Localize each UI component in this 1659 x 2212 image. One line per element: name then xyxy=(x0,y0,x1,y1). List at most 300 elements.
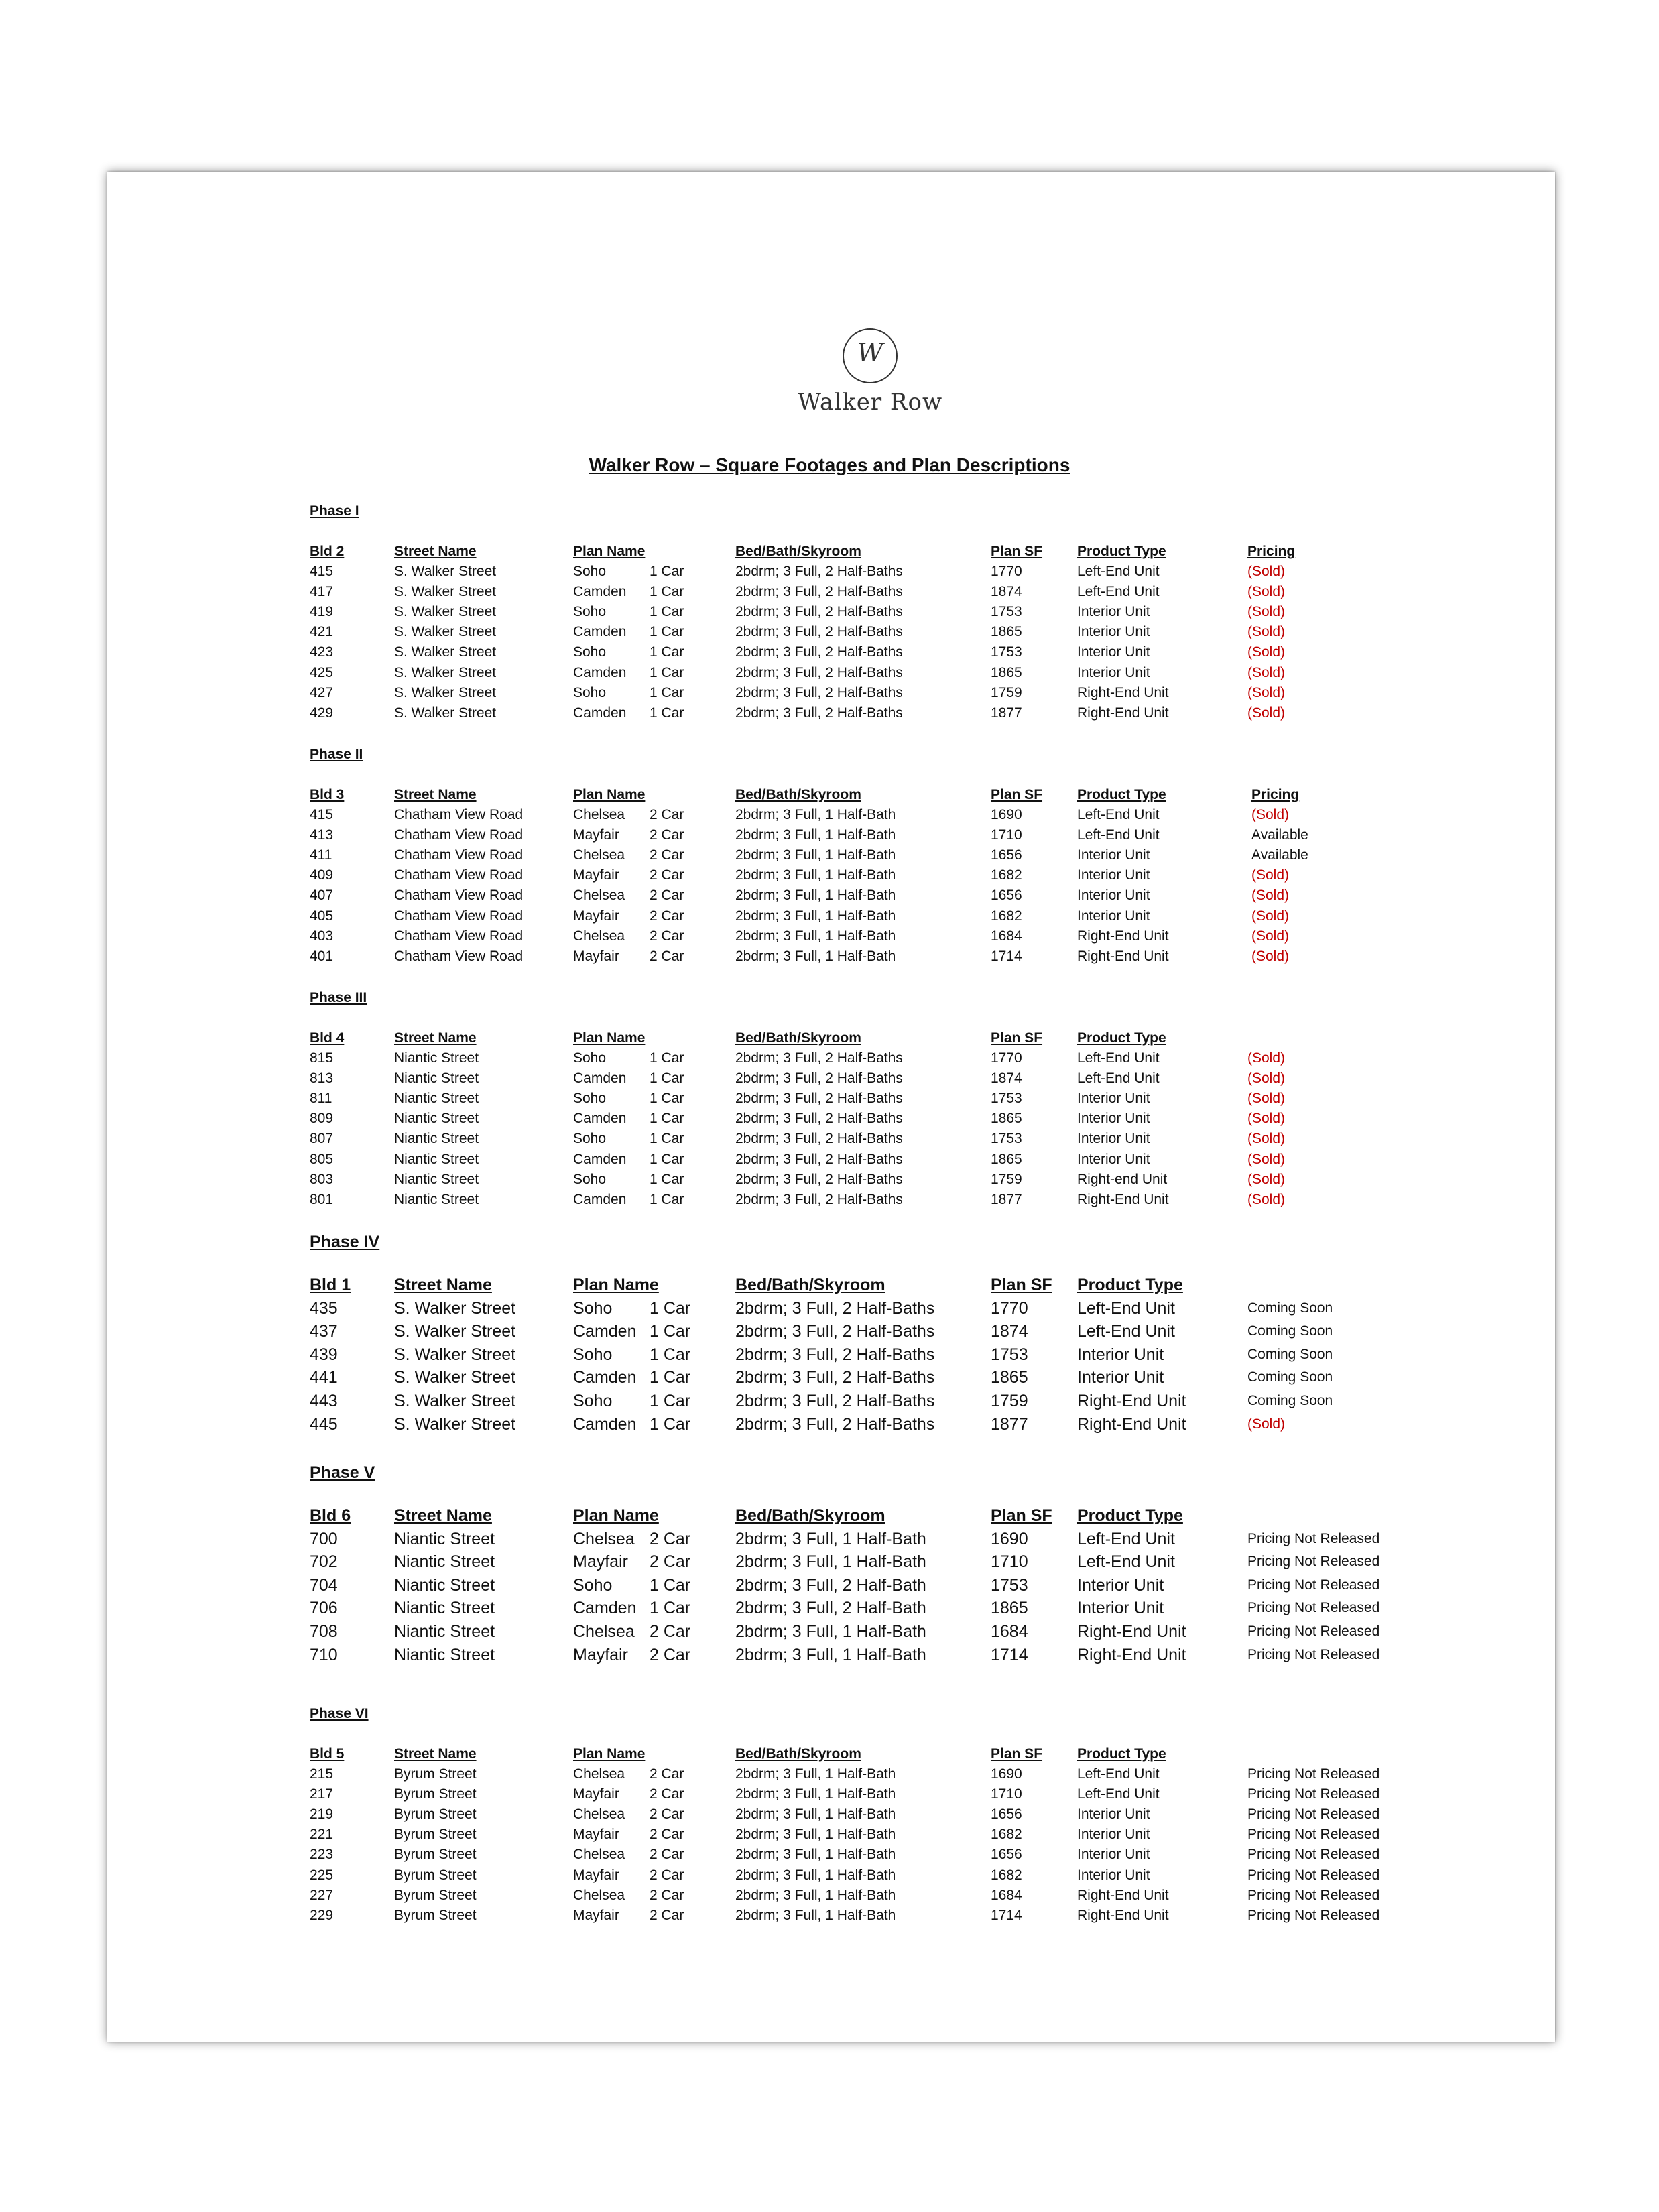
street-name-cell: Byrum Street xyxy=(394,1766,477,1782)
plan-name-cell: Soho xyxy=(573,1091,607,1107)
garage-cell: 1 Car xyxy=(650,704,684,721)
garage-cell: 2 Car xyxy=(650,827,684,843)
table-row xyxy=(310,926,1449,946)
pricing-cell: Pricing Not Released xyxy=(1247,1867,1380,1883)
pricing-cell: Available xyxy=(1251,847,1308,863)
table-row xyxy=(310,582,1449,602)
garage-cell: 1 Car xyxy=(650,1191,684,1207)
plan-sf-cell: 1714 xyxy=(991,948,1022,964)
table-row xyxy=(310,1644,1449,1667)
plan-sf-header: Plan SF xyxy=(991,787,1043,802)
plan-name-cell: Soho xyxy=(573,644,607,660)
plan-name-cell: Chelsea xyxy=(573,1766,625,1782)
plan-name-cell: Soho xyxy=(573,1391,613,1410)
table-row xyxy=(310,1528,1449,1551)
product-type-cell: Interior Unit xyxy=(1077,1091,1150,1107)
bed-bath-cell: 2bdrm; 3 Full, 2 Half-Baths xyxy=(735,584,903,600)
product-type-cell: Interior Unit xyxy=(1077,1111,1150,1127)
building-number-cell: 409 xyxy=(310,867,334,883)
plan-name-cell: Chelsea xyxy=(573,807,625,823)
street-name-header: Street Name xyxy=(394,1276,492,1294)
phase-section xyxy=(310,988,1449,1210)
plan-sf-cell: 1759 xyxy=(991,684,1022,700)
table-row xyxy=(310,1048,1449,1068)
building-number-cell: 413 xyxy=(310,827,334,843)
bed-bath-cell: 2bdrm; 3 Full, 2 Half-Baths xyxy=(735,704,903,721)
product-type-cell: Left-End Unit xyxy=(1077,584,1160,600)
phase-label: Phase V xyxy=(310,1463,375,1482)
plan-name-cell: Camden xyxy=(573,664,627,680)
pricing-cell: Pricing Not Released xyxy=(1247,1646,1380,1662)
plan-name-cell: Soho xyxy=(573,1131,607,1147)
street-name-cell: S. Walker Street xyxy=(394,584,497,600)
street-name-cell: Chatham View Road xyxy=(394,908,524,924)
table-row xyxy=(310,946,1449,967)
garage-cell: 1 Car xyxy=(650,604,684,620)
building-number-cell: 439 xyxy=(310,1345,338,1364)
bed-bath-cell: 2bdrm; 3 Full, 2 Half-Baths xyxy=(735,564,903,580)
street-name-cell: Niantic Street xyxy=(394,1575,495,1595)
bed-bath-cell: 2bdrm; 3 Full, 2 Half-Baths xyxy=(735,1091,903,1107)
street-name-cell: Niantic Street xyxy=(394,1645,495,1664)
product-type-cell: Interior Unit xyxy=(1077,1131,1150,1147)
pricing-cell: Pricing Not Released xyxy=(1247,1766,1380,1782)
street-name-cell: S. Walker Street xyxy=(394,1322,516,1341)
pricing-cell: (Sold) xyxy=(1247,1151,1286,1167)
plan-sf-cell: 1656 xyxy=(991,1806,1022,1823)
bed-bath-header: Bed/Bath/Skyroom xyxy=(735,1506,885,1525)
table-row xyxy=(310,1390,1449,1413)
plan-name-cell: Mayfair xyxy=(573,1907,619,1923)
street-name-cell: S. Walker Street xyxy=(394,1368,516,1388)
building-number-cell: 813 xyxy=(310,1070,334,1087)
garage-cell: 2 Car xyxy=(650,807,684,823)
plan-name-cell: Chelsea xyxy=(573,887,625,904)
garage-cell: 1 Car xyxy=(650,1171,684,1187)
pricing-cell: Pricing Not Released xyxy=(1247,1600,1380,1616)
bed-bath-cell: 2bdrm; 3 Full, 2 Half-Baths xyxy=(735,1191,903,1207)
plan-name-cell: Camden xyxy=(573,1322,637,1341)
plan-name-cell: Chelsea xyxy=(573,1529,635,1548)
street-name-cell: Niantic Street xyxy=(394,1599,495,1618)
pricing-cell: (Sold) xyxy=(1251,887,1290,904)
street-name-cell: Niantic Street xyxy=(394,1529,495,1548)
table-row xyxy=(310,825,1449,845)
plan-sf-cell: 1877 xyxy=(991,1191,1022,1207)
product-type-header: Product Type xyxy=(1077,544,1166,559)
building-number-cell: 700 xyxy=(310,1529,338,1548)
street-name-cell: S. Walker Street xyxy=(394,704,497,721)
bed-bath-cell: 2bdrm; 3 Full, 2 Half-Baths xyxy=(735,1298,935,1318)
bed-bath-cell: 2bdrm; 3 Full, 1 Half-Bath xyxy=(735,1645,926,1664)
building-number-cell: 435 xyxy=(310,1298,338,1318)
product-type-cell: Left-End Unit xyxy=(1077,1766,1160,1782)
product-type-cell: Interior Unit xyxy=(1077,1575,1164,1595)
bed-bath-cell: 2bdrm; 3 Full, 2 Half-Baths xyxy=(735,604,903,620)
table-row xyxy=(310,1886,1449,1906)
product-type-header: Product Type xyxy=(1077,1030,1166,1046)
bed-bath-cell: 2bdrm; 3 Full, 1 Half-Bath xyxy=(735,887,896,904)
street-name-cell: Byrum Street xyxy=(394,1786,477,1802)
building-number-header: Bld 4 xyxy=(310,1030,345,1046)
product-type-cell: Left-End Unit xyxy=(1077,1322,1175,1341)
plan-name-header: Plan Name xyxy=(573,1506,659,1525)
product-type-cell: Interior Unit xyxy=(1077,1867,1150,1883)
bed-bath-header: Bed/Bath/Skyroom xyxy=(735,1276,885,1294)
street-name-cell: S. Walker Street xyxy=(394,684,497,700)
street-name-cell: Niantic Street xyxy=(394,1171,479,1187)
street-name-cell: S. Walker Street xyxy=(394,564,497,580)
garage-cell: 1 Car xyxy=(650,1050,684,1066)
bed-bath-cell: 2bdrm; 3 Full, 1 Half-Bath xyxy=(735,807,896,823)
building-number-cell: 229 xyxy=(310,1907,334,1923)
plan-sf-cell: 1684 xyxy=(991,928,1022,944)
pricing-cell: Coming Soon xyxy=(1247,1300,1333,1316)
bed-bath-cell: 2bdrm; 3 Full, 2 Half-Bath xyxy=(735,1599,926,1618)
table-header-row xyxy=(310,1744,1449,1764)
street-name-header: Street Name xyxy=(394,1506,492,1525)
product-type-cell: Left-End Unit xyxy=(1077,827,1160,843)
bed-bath-cell: 2bdrm; 3 Full, 1 Half-Bath xyxy=(735,1786,896,1802)
plan-name-cell: Camden xyxy=(573,704,627,721)
building-number-cell: 811 xyxy=(310,1091,332,1107)
plan-name-cell: Soho xyxy=(573,564,607,580)
pricing-cell: Pricing Not Released xyxy=(1247,1554,1380,1570)
product-type-cell: Left-End Unit xyxy=(1077,1529,1175,1548)
plan-name-cell: Camden xyxy=(573,1191,627,1207)
table-row xyxy=(310,602,1449,622)
plan-sf-cell: 1682 xyxy=(991,1867,1022,1883)
phase-label: Phase I xyxy=(310,503,359,519)
building-number-cell: 215 xyxy=(310,1766,334,1782)
garage-cell: 2 Car xyxy=(650,1645,691,1664)
street-name-header: Street Name xyxy=(394,1030,477,1046)
garage-cell: 1 Car xyxy=(650,624,684,640)
street-name-cell: Niantic Street xyxy=(394,1151,479,1167)
plan-name-cell: Chelsea xyxy=(573,1621,635,1641)
product-type-cell: Right-End Unit xyxy=(1077,684,1169,700)
table-row xyxy=(310,663,1449,683)
plan-sf-cell: 1874 xyxy=(991,1070,1022,1087)
bed-bath-cell: 2bdrm; 3 Full, 2 Half-Baths xyxy=(735,1322,935,1341)
bed-bath-cell: 2bdrm; 3 Full, 2 Half-Baths xyxy=(735,1345,935,1364)
pricing-cell: Coming Soon xyxy=(1247,1323,1333,1339)
building-number-cell: 219 xyxy=(310,1806,334,1823)
bed-bath-cell: 2bdrm; 3 Full, 1 Half-Bath xyxy=(735,1887,896,1903)
plan-name-cell: Mayfair xyxy=(573,1786,619,1802)
garage-cell: 1 Car xyxy=(650,1322,691,1341)
bed-bath-cell: 2bdrm; 3 Full, 1 Half-Bath xyxy=(735,928,896,944)
pricing-cell: (Sold) xyxy=(1247,564,1286,580)
street-name-cell: Niantic Street xyxy=(394,1111,479,1127)
bed-bath-cell: 2bdrm; 3 Full, 2 Half-Baths xyxy=(735,1111,903,1127)
street-name-cell: Chatham View Road xyxy=(394,948,524,964)
bed-bath-cell: 2bdrm; 3 Full, 1 Half-Bath xyxy=(735,1552,926,1572)
plan-sf-cell: 1759 xyxy=(991,1391,1028,1410)
building-number-cell: 419 xyxy=(310,604,334,620)
pricing-cell: Pricing Not Released xyxy=(1247,1577,1380,1593)
plan-name-header: Plan Name xyxy=(573,787,646,802)
product-type-cell: Interior Unit xyxy=(1077,1599,1164,1618)
bed-bath-cell: 2bdrm; 3 Full, 1 Half-Bath xyxy=(735,1621,926,1641)
bed-bath-cell: 2bdrm; 3 Full, 2 Half-Baths xyxy=(735,1050,903,1066)
table-row xyxy=(310,1550,1449,1574)
garage-cell: 1 Car xyxy=(650,1368,691,1388)
garage-cell: 2 Car xyxy=(650,867,684,883)
building-number-cell: 429 xyxy=(310,704,334,721)
garage-cell: 1 Car xyxy=(650,584,684,600)
building-number-cell: 415 xyxy=(310,564,334,580)
brand-name: Walker Row xyxy=(797,389,943,416)
building-number-cell: 805 xyxy=(310,1151,334,1167)
street-name-cell: S. Walker Street xyxy=(394,664,497,680)
phase-section xyxy=(310,1231,1449,1436)
pricing-cell: (Sold) xyxy=(1247,1191,1286,1207)
bed-bath-cell: 2bdrm; 3 Full, 1 Half-Bath xyxy=(735,867,896,883)
building-number-cell: 710 xyxy=(310,1645,338,1664)
street-name-cell: S. Walker Street xyxy=(394,604,497,620)
pricing-cell: (Sold) xyxy=(1251,807,1290,823)
plan-sf-cell: 1753 xyxy=(991,604,1022,620)
phase-label: Phase III xyxy=(310,990,367,1005)
table-row xyxy=(310,1784,1449,1804)
bed-bath-cell: 2bdrm; 3 Full, 1 Half-Bath xyxy=(735,1827,896,1843)
table-row xyxy=(310,805,1449,825)
bed-bath-cell: 2bdrm; 3 Full, 2 Half-Baths xyxy=(735,1414,935,1434)
garage-cell: 2 Car xyxy=(650,908,684,924)
plan-sf-cell: 1753 xyxy=(991,1131,1022,1147)
street-name-cell: Niantic Street xyxy=(394,1070,479,1087)
phase-section xyxy=(310,501,1449,723)
plan-sf-cell: 1770 xyxy=(991,564,1022,580)
pricing-cell: (Sold) xyxy=(1247,684,1286,700)
plan-name-cell: Mayfair xyxy=(573,1645,628,1664)
garage-cell: 1 Car xyxy=(650,1131,684,1147)
building-number-header: Bld 2 xyxy=(310,544,345,559)
plan-name-header: Plan Name xyxy=(573,544,646,559)
product-type-cell: Right-End Unit xyxy=(1077,1645,1186,1664)
plan-sf-header: Plan SF xyxy=(991,1506,1052,1525)
street-name-cell: Byrum Street xyxy=(394,1827,477,1843)
product-type-cell: Right-End Unit xyxy=(1077,1414,1186,1434)
monogram-icon: W xyxy=(843,328,898,383)
plan-name-cell: Soho xyxy=(573,1575,613,1595)
pricing-cell: (Sold) xyxy=(1247,584,1286,600)
product-type-cell: Left-End Unit xyxy=(1077,1050,1160,1066)
building-number-cell: 427 xyxy=(310,684,334,700)
garage-cell: 1 Car xyxy=(650,1391,691,1410)
product-type-cell: Left-End Unit xyxy=(1077,1070,1160,1087)
plan-name-cell: Mayfair xyxy=(573,1552,628,1572)
pricing-cell: Pricing Not Released xyxy=(1247,1786,1380,1802)
table-row xyxy=(310,1620,1449,1644)
pricing-cell: (Sold) xyxy=(1251,867,1290,883)
building-number-cell: 401 xyxy=(310,948,334,964)
street-name-cell: Byrum Street xyxy=(394,1907,477,1923)
product-type-cell: Interior Unit xyxy=(1077,1345,1164,1364)
pricing-cell: (Sold) xyxy=(1247,1171,1286,1187)
pricing-cell: Coming Soon xyxy=(1247,1346,1333,1362)
product-type-cell: Right-End Unit xyxy=(1077,1191,1169,1207)
plan-sf-cell: 1865 xyxy=(991,1599,1028,1618)
plan-name-cell: Mayfair xyxy=(573,827,619,843)
plan-name-cell: Chelsea xyxy=(573,1887,625,1903)
plan-sf-cell: 1753 xyxy=(991,1345,1028,1364)
table-row xyxy=(310,703,1449,723)
table-row xyxy=(310,1297,1449,1320)
pricing-cell: (Sold) xyxy=(1247,604,1286,620)
street-name-cell: S. Walker Street xyxy=(394,624,497,640)
garage-cell: 2 Car xyxy=(650,1552,691,1572)
phase-section xyxy=(310,745,1449,967)
street-name-cell: S. Walker Street xyxy=(394,1298,516,1318)
garage-cell: 1 Car xyxy=(650,1599,691,1618)
building-number-header: Bld 3 xyxy=(310,787,345,802)
building-number-cell: 702 xyxy=(310,1552,338,1572)
pricing-cell: (Sold) xyxy=(1251,948,1290,964)
plan-sf-cell: 1656 xyxy=(991,847,1022,863)
garage-cell: 1 Car xyxy=(650,1151,684,1167)
plan-name-cell: Soho xyxy=(573,1345,613,1364)
bed-bath-cell: 2bdrm; 3 Full, 1 Half-Bath xyxy=(735,1766,896,1782)
product-type-cell: Right-End Unit xyxy=(1077,948,1169,964)
phase-label: Phase II xyxy=(310,747,363,762)
garage-cell: 1 Car xyxy=(650,1298,691,1318)
product-type-header: Product Type xyxy=(1077,1746,1166,1762)
bed-bath-cell: 2bdrm; 3 Full, 2 Half-Bath xyxy=(735,1575,926,1595)
building-number-cell: 809 xyxy=(310,1111,334,1127)
street-name-cell: S. Walker Street xyxy=(394,1345,516,1364)
product-type-cell: Right-end Unit xyxy=(1077,1171,1168,1187)
pricing-cell: (Sold) xyxy=(1251,928,1290,944)
building-number-cell: 405 xyxy=(310,908,334,924)
product-type-cell: Interior Unit xyxy=(1077,1806,1150,1823)
street-name-cell: Chatham View Road xyxy=(394,867,524,883)
building-number-cell: 411 xyxy=(310,847,332,863)
pricing-cell: (Sold) xyxy=(1247,624,1286,640)
street-name-cell: Byrum Street xyxy=(394,1806,477,1823)
garage-cell: 2 Car xyxy=(650,1806,684,1823)
street-name-header: Street Name xyxy=(394,1746,477,1762)
garage-cell: 2 Car xyxy=(650,1847,684,1863)
building-number-cell: 225 xyxy=(310,1867,334,1883)
product-type-cell: Interior Unit xyxy=(1077,908,1150,924)
bed-bath-cell: 2bdrm; 3 Full, 2 Half-Baths xyxy=(735,1131,903,1147)
garage-cell: 2 Car xyxy=(650,1786,684,1802)
street-name-cell: Niantic Street xyxy=(394,1552,495,1572)
garage-cell: 1 Car xyxy=(650,664,684,680)
bed-bath-cell: 2bdrm; 3 Full, 1 Half-Bath xyxy=(735,1529,926,1548)
plan-name-cell: Mayfair xyxy=(573,1867,619,1883)
pricing-cell: (Sold) xyxy=(1247,704,1286,721)
plan-name-header: Plan Name xyxy=(573,1276,659,1294)
garage-cell: 1 Car xyxy=(650,1414,691,1434)
bed-bath-cell: 2bdrm; 3 Full, 1 Half-Bath xyxy=(735,1806,896,1823)
product-type-cell: Interior Unit xyxy=(1077,604,1150,620)
street-name-cell: Niantic Street xyxy=(394,1131,479,1147)
plan-name-cell: Soho xyxy=(573,1050,607,1066)
plan-sf-header: Plan SF xyxy=(991,1746,1043,1762)
plan-name-cell: Soho xyxy=(573,684,607,700)
plan-sf-header: Plan SF xyxy=(991,1030,1043,1046)
pricing-cell: (Sold) xyxy=(1251,908,1290,924)
product-type-cell: Interior Unit xyxy=(1077,624,1150,640)
pricing-header: Pricing xyxy=(1247,544,1296,559)
plan-name-cell: Mayfair xyxy=(573,948,619,964)
pricing-cell: (Sold) xyxy=(1247,644,1286,660)
plan-sf-cell: 1710 xyxy=(991,1552,1028,1572)
building-number-cell: 425 xyxy=(310,664,334,680)
street-name-cell: S. Walker Street xyxy=(394,644,497,660)
street-name-cell: S. Walker Street xyxy=(394,1391,516,1410)
bed-bath-header: Bed/Bath/Skyroom xyxy=(735,1746,861,1762)
plan-sf-cell: 1710 xyxy=(991,827,1022,843)
product-type-cell: Left-End Unit xyxy=(1077,1298,1175,1318)
plan-name-cell: Soho xyxy=(573,1298,613,1318)
street-name-cell: Niantic Street xyxy=(394,1191,479,1207)
bed-bath-cell: 2bdrm; 3 Full, 2 Half-Baths xyxy=(735,624,903,640)
plan-sf-cell: 1690 xyxy=(991,1529,1028,1548)
pricing-cell: Pricing Not Released xyxy=(1247,1623,1380,1639)
street-name-cell: Niantic Street xyxy=(394,1621,495,1641)
table-row xyxy=(310,1865,1449,1886)
plan-sf-cell: 1714 xyxy=(991,1907,1022,1923)
bed-bath-cell: 2bdrm; 3 Full, 1 Half-Bath xyxy=(735,847,896,863)
product-type-header: Product Type xyxy=(1077,787,1166,802)
bed-bath-cell: 2bdrm; 3 Full, 2 Half-Baths xyxy=(735,1368,935,1388)
table-row xyxy=(310,1190,1449,1210)
product-type-cell: Right-End Unit xyxy=(1077,1391,1186,1410)
plan-name-cell: Camden xyxy=(573,1368,637,1388)
plan-sf-cell: 1753 xyxy=(991,1575,1028,1595)
garage-cell: 1 Car xyxy=(650,684,684,700)
table-row xyxy=(310,642,1449,662)
table-row xyxy=(310,1089,1449,1109)
table-header-row xyxy=(310,1504,1449,1528)
bed-bath-header: Bed/Bath/Skyroom xyxy=(735,1030,861,1046)
pricing-cell: Pricing Not Released xyxy=(1247,1847,1380,1863)
product-type-cell: Left-End Unit xyxy=(1077,1552,1175,1572)
table-header-row xyxy=(310,785,1449,805)
street-name-cell: Chatham View Road xyxy=(394,827,524,843)
building-number-cell: 437 xyxy=(310,1322,338,1341)
plan-name-cell: Camden xyxy=(573,1151,627,1167)
bed-bath-cell: 2bdrm; 3 Full, 2 Half-Baths xyxy=(735,1070,903,1087)
building-number-cell: 415 xyxy=(310,807,334,823)
garage-cell: 2 Car xyxy=(650,948,684,964)
garage-cell: 2 Car xyxy=(650,1827,684,1843)
garage-cell: 2 Car xyxy=(650,1529,691,1548)
table-row xyxy=(310,1845,1449,1865)
phase-section xyxy=(310,1704,1449,1926)
building-number-cell: 807 xyxy=(310,1131,334,1147)
table-row xyxy=(310,683,1449,703)
building-number-header: Bld 6 xyxy=(310,1506,351,1525)
product-type-cell: Interior Unit xyxy=(1077,1847,1150,1863)
bed-bath-cell: 2bdrm; 3 Full, 1 Half-Bath xyxy=(735,1907,896,1923)
product-type-header: Product Type xyxy=(1077,1276,1183,1294)
table-row xyxy=(310,1825,1449,1845)
plan-sf-cell: 1877 xyxy=(991,1414,1028,1434)
table-row xyxy=(310,1906,1449,1926)
bed-bath-cell: 2bdrm; 3 Full, 2 Half-Baths xyxy=(735,664,903,680)
plan-name-header: Plan Name xyxy=(573,1746,646,1762)
garage-cell: 2 Car xyxy=(650,1907,684,1923)
pricing-cell: Pricing Not Released xyxy=(1247,1806,1380,1823)
building-number-cell: 423 xyxy=(310,644,334,660)
building-number-cell: 407 xyxy=(310,887,334,904)
table-header-row xyxy=(310,542,1449,562)
